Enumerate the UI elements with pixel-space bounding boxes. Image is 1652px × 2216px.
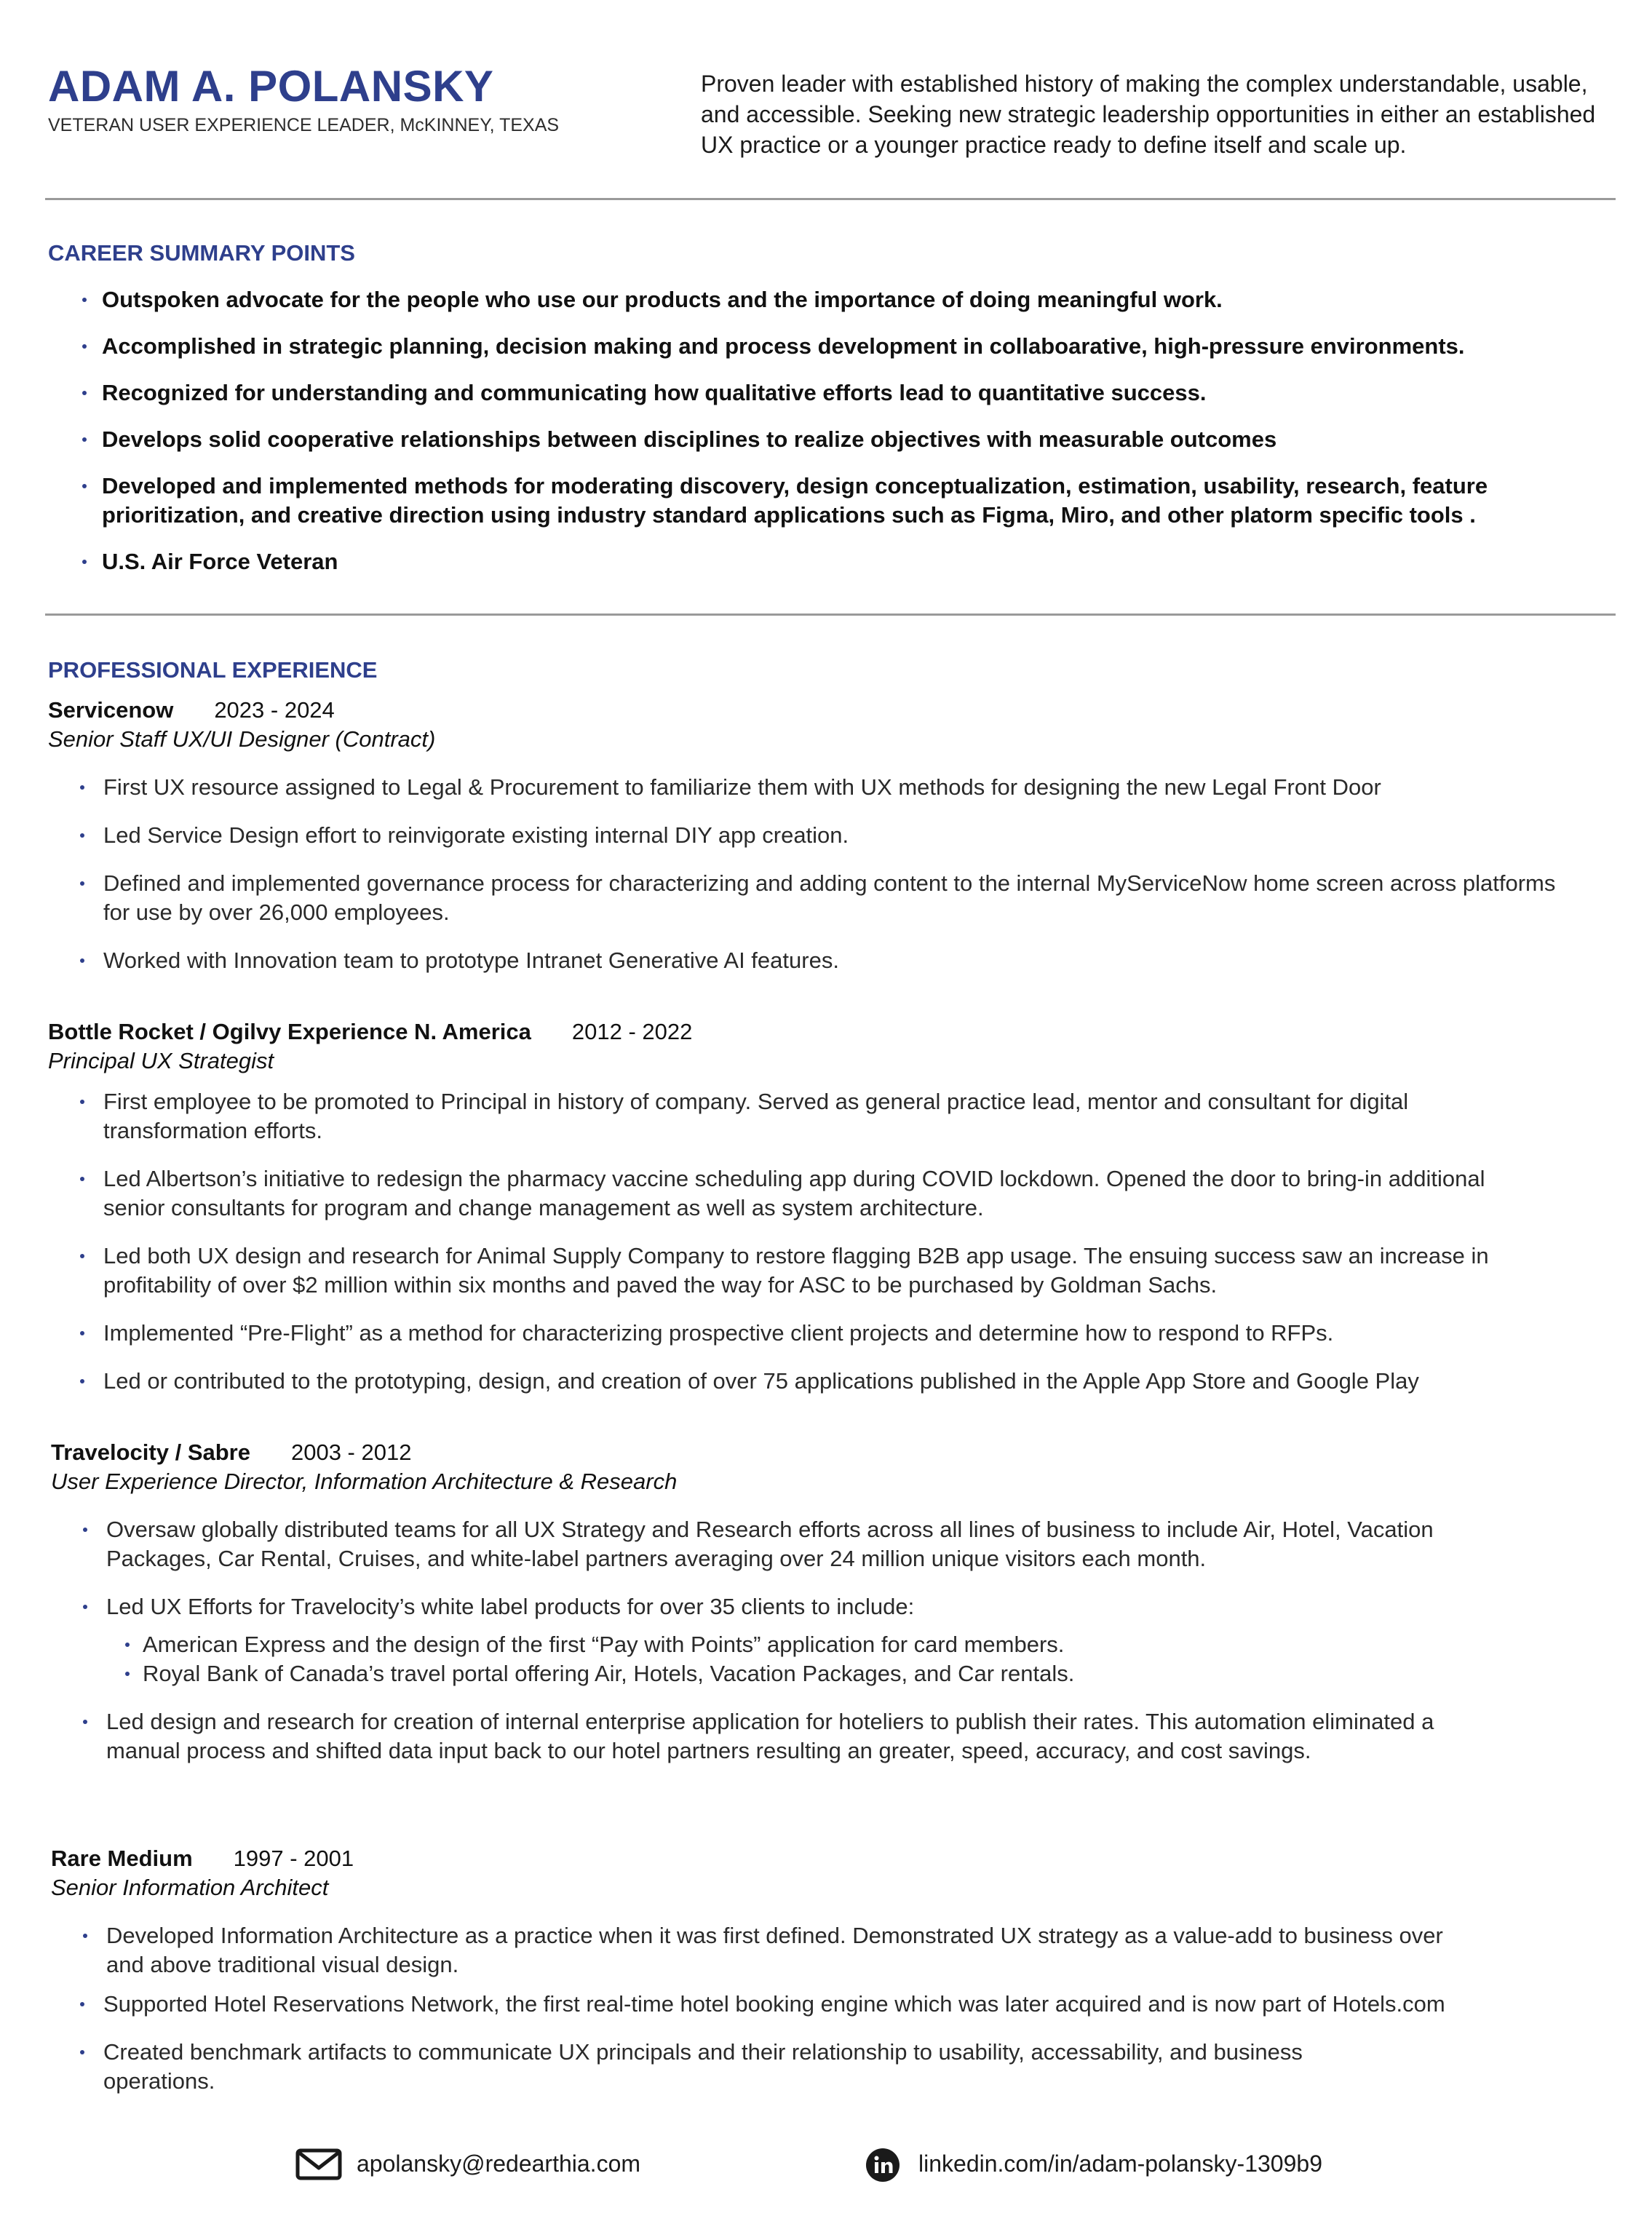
- bullet-dot-icon: [80, 881, 84, 886]
- list-item: Accomplished in strategic planning, decision making and process development in collaboarative, high-pressure environments.: [52, 332, 1617, 361]
- list-item: Defined and implemented governance process for characterizing and adding content to the internal MyServiceNow home screen across platforms for use by over 26,000 employees.: [48, 869, 1573, 927]
- list-item: Develops solid cooperative relationships between disciplines to realize objectives with measurable outcomes: [52, 425, 1617, 454]
- bullet-dot-icon: [83, 1528, 87, 1532]
- bullet-dot-icon: [80, 785, 84, 790]
- experience-heading: PROFESSIONAL EXPERIENCE: [48, 657, 378, 683]
- job-header: [48, 697, 335, 723]
- job-responsibilities: [48, 1087, 1569, 1415]
- job-responsibilities: [48, 773, 1562, 994]
- bullet-dot-icon: [80, 1100, 84, 1104]
- job-years: 2012 - 2022: [571, 1019, 693, 1044]
- list-item: U.S. Air Force Veteran: [52, 547, 1617, 576]
- envelope-icon: [295, 2148, 342, 2180]
- company-name: Rare Medium: [51, 1846, 193, 1871]
- bullet-dot-icon: [80, 958, 84, 963]
- bullet-dot-icon: [80, 1177, 84, 1181]
- job-title: Principal UX Strategist: [48, 1048, 274, 1073]
- job-responsibilities: [51, 1515, 1477, 1784]
- bullet-dot-icon: [82, 484, 87, 488]
- list-item: Led Service Design effort to reinvigorate existing internal DIY app creation.: [48, 821, 1562, 850]
- list-item: First employee to be promoted to Principal in history of company. Served as general practice lead, mentor and consultant for digital transformation efforts.: [48, 1087, 1515, 1145]
- company-name: Travelocity / Sabre: [51, 1439, 250, 1465]
- list-item: Oversaw globally distributed teams for all UX Strategy and Research efforts across all lines of business to include Air, Hotel, Vacation Packages, Car Rental, Cruises, and white-label partners averaging over 24 million unique visitors each month.: [51, 1515, 1504, 1573]
- candidate-name: ADAM A. POLANSKY: [48, 62, 494, 111]
- career-summary-list: [52, 285, 1617, 594]
- sub-list-container: [51, 1630, 1477, 1688]
- tagline: VETERAN USER EXPERIENCE LEADER, McKINNEY, TEXAS: [48, 115, 560, 135]
- company-name: Servicenow: [48, 697, 174, 723]
- bullet-dot-icon: [80, 833, 84, 838]
- bullet-dot-icon: [125, 1643, 130, 1647]
- job-title: User Experience Director, Information Architecture & Research: [51, 1469, 678, 1494]
- list-item: Led Albertson’s initiative to redesign the pharmacy vaccine scheduling app during COVID lockdown. Opened the door to bring-in additional senior consultants for program and change management as well as system architecture.: [48, 1164, 1552, 1223]
- linkedin-icon: [866, 2148, 900, 2182]
- list-item: Developed Information Architecture as a practice when it was first defined. Demonstrated UX strategy as a value-add to business over and above traditional visual design.: [51, 1921, 1474, 1979]
- bullet-dot-icon: [82, 437, 87, 442]
- list-item: Implemented “Pre-Flight” as a method for characterizing prospective client projects and determine how to respond to RFPs.: [48, 1319, 1569, 1348]
- bullet-dot-icon: [82, 298, 87, 302]
- bullet-dot-icon: [80, 2050, 84, 2054]
- job-header: [48, 1019, 692, 1045]
- list-item: Developed and implemented methods for moderating discovery, design conceptualization, estimation, usability, research, feature prioritization, and creative direction using industry standard applications such as Figma, Miro, and other platorm specific tools .: [52, 472, 1617, 530]
- bullet-dot-icon: [82, 560, 87, 564]
- list-item: Created benchmark artifacts to communicate UX principals and their relationship to usability, accessability, and business operations.: [48, 2038, 1384, 2096]
- bullet-dot-icon: [83, 1934, 87, 1938]
- job-title: Senior Information Architect: [51, 1875, 329, 1900]
- intro-statement: Proven leader with established history of making the complex understandable, usable, and accessible. Seeking new strategic leadership opportunities in either an established UX practice or a younger practice ready to define itself and scale up.: [701, 71, 1596, 158]
- divider: [45, 198, 1616, 200]
- list-item: Royal Bank of Canada’s travel portal offering Air, Hotels, Vacation Packages, and Car rentals.: [51, 1659, 1477, 1688]
- linkedin-link[interactable]: linkedin.com/in/adam-polansky-1309b9: [918, 2151, 1322, 2177]
- list-item: Led or contributed to the prototyping, design, and creation of over 75 applications published in the Apple App Store and Google Play: [48, 1367, 1569, 1396]
- job-responsibilities: [51, 1921, 1456, 2115]
- list-item: Led UX Efforts for Travelocity’s white label products for over 35 clients to include:: [51, 1592, 1477, 1621]
- job-title: Senior Staff UX/UI Designer (Contract): [48, 726, 436, 752]
- list-item: American Express and the design of the first “Pay with Points” application for card members.: [51, 1630, 1477, 1659]
- job-years: 2023 - 2024: [214, 697, 335, 723]
- job-header: [51, 1846, 354, 1872]
- job-years: 2003 - 2012: [290, 1439, 412, 1465]
- bullet-dot-icon: [80, 1331, 84, 1335]
- list-item: Led both UX design and research for Animal Supply Company to restore flagging B2B app usage. The ensuing success saw an increase in profitability of over $2 million within six months and paved the way for ASC to be purchased by Goldman Sachs.: [48, 1242, 1559, 1300]
- divider: [45, 613, 1616, 616]
- bullet-dot-icon: [82, 391, 87, 395]
- bullet-dot-icon: [82, 344, 87, 349]
- bullet-dot-icon: [125, 1672, 130, 1676]
- company-name: Bottle Rocket / Ogilvy Experience N. America: [48, 1019, 531, 1044]
- list-item: Led design and research for creation of internal enterprise application for hoteliers to publish their rates. This automation eliminated a manual process and shifted data input back to our hotel partners resulting an greater, speed, accuracy, and cost savings.: [51, 1707, 1474, 1766]
- list-item: Outspoken advocate for the people who use our products and the importance of doing meaningful work.: [52, 285, 1617, 314]
- sub-list: [51, 1630, 1477, 1688]
- email-link[interactable]: apolansky@redearthia.com: [357, 2151, 641, 2177]
- bullet-dot-icon: [80, 1379, 84, 1383]
- job-header: [51, 1439, 411, 1466]
- career-summary-heading: CAREER SUMMARY POINTS: [48, 240, 355, 266]
- bullet-dot-icon: [80, 1254, 84, 1258]
- list-item: Recognized for understanding and communicating how qualitative efforts lead to quantitative success.: [52, 378, 1617, 408]
- bullet-dot-icon: [80, 2002, 84, 2006]
- bullet-dot-icon: [83, 1720, 87, 1724]
- list-item: Worked with Innovation team to prototype Intranet Generative AI features.: [48, 946, 1562, 975]
- job-years: 1997 - 2001: [233, 1846, 354, 1871]
- list-item: Supported Hotel Reservations Network, the first real-time hotel booking engine which was later acquired and is now part of Hotels.com: [48, 1990, 1486, 2019]
- list-item: First UX resource assigned to Legal & Procurement to familiarize them with UX methods for designing the new Legal Front Door: [48, 773, 1562, 802]
- bullet-dot-icon: [83, 1605, 87, 1609]
